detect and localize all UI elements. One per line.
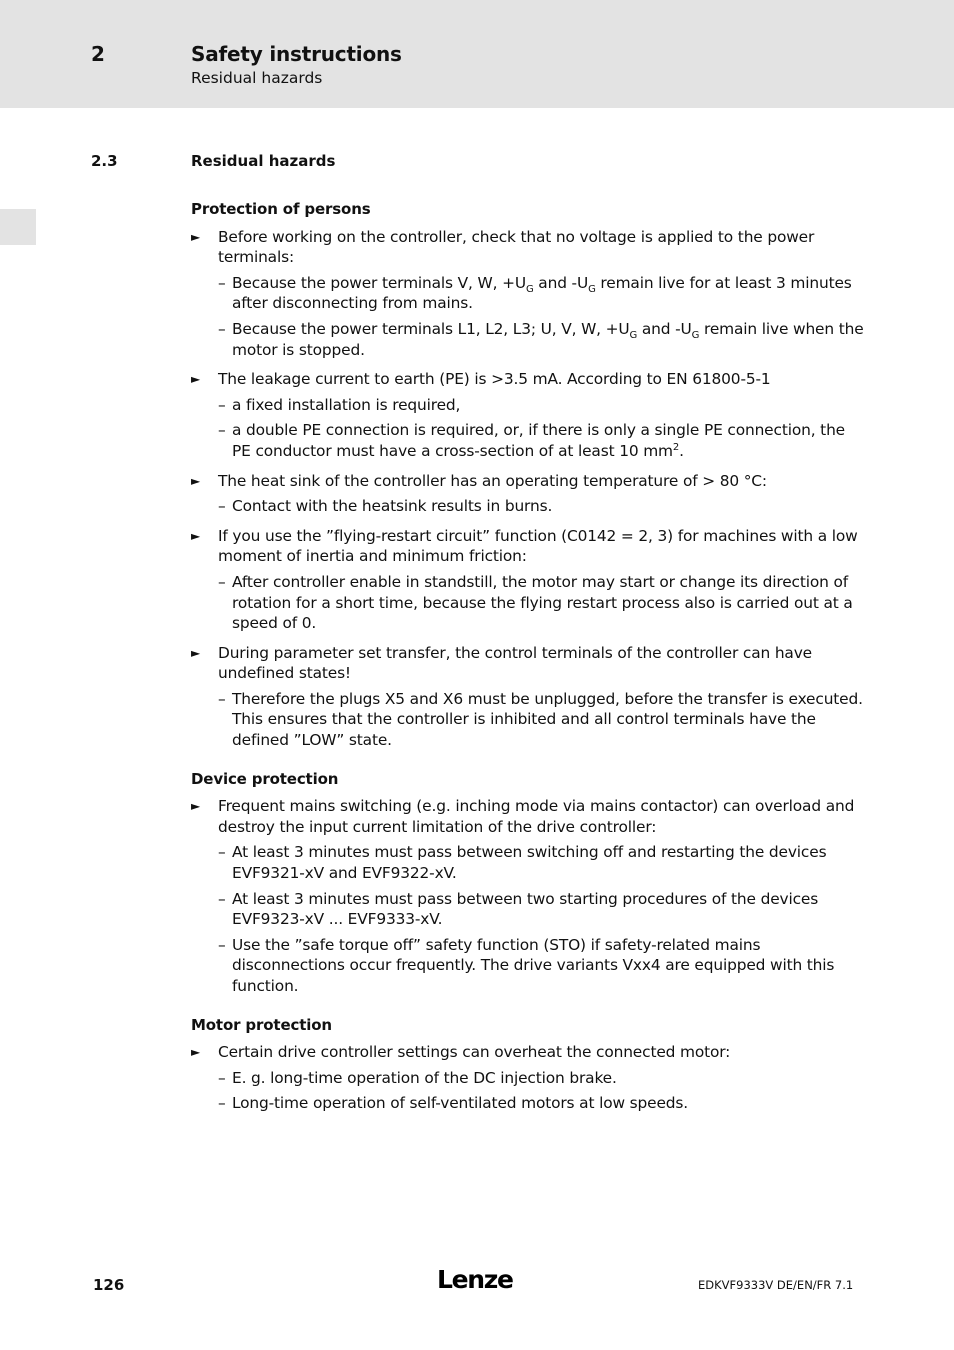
bullet-text: Certain drive controller settings can overheat the connected motor: [218, 1043, 731, 1062]
dash-item: – After controller enable in standstill, the motor may start or change its direction of rotation for a short time, because the flying restart process also is carried out at a speed of 0. [218, 572, 853, 633]
dash-item: – At least 3 minutes must pass between switching off and restarting the devices EVF9321-xV and EVF9322-xV. [218, 843, 827, 883]
dash-mark: – [218, 395, 226, 414]
bullet-text: Frequent mains switching (e.g. inching mode via mains contactor) can overload and destroy the input current limitation of the drive controller: [218, 797, 855, 836]
dash-item: – Because the power terminals V, W, $+U_G$ and $-U_G$ remain live for at least 3 minutes after disconnecting from mains. [218, 273, 852, 313]
arrow-icon: ► [191, 473, 201, 488]
dash-mark: – [218, 843, 226, 862]
dash-item: – Long-time operation of self-ventilated motors at low speeds. [218, 1094, 689, 1113]
lenze-logo: Lenze [437, 1265, 513, 1294]
list-item [191, 369, 866, 461]
dash-mark: – [218, 421, 226, 440]
device-protection-section [191, 769, 866, 997]
arrow-icon: ► [191, 799, 201, 814]
list-item [191, 796, 866, 996]
protection-of-persons-heading: Protection of persons [191, 200, 371, 218]
page-number: 126 [93, 1276, 125, 1294]
dash-mark: – [218, 273, 226, 292]
list-item [191, 1042, 866, 1114]
chapter-subtitle: Residual hazards [191, 69, 323, 87]
document-id: EDKVF9333V DE/EN/FR 7.1 [698, 1278, 854, 1292]
dash-mark: – [218, 1094, 226, 1113]
arrow-icon: ► [191, 528, 201, 543]
dash-item: – Therefore the plugs X5 and X6 must be unplugged, before the transfer is executed. This ensures that the controller is inhibited and all control terminals have the defined ”LOW” state. [218, 689, 863, 750]
dash-mark: – [218, 1068, 226, 1087]
bullet-text: The leakage current to earth (PE) is >3.5 mA. According to EN 61800-5-1 [218, 370, 771, 389]
content [191, 199, 866, 1132]
bullet-text: During parameter set transfer, the control terminals of the controller can have undefined states! [218, 643, 812, 683]
dash-mark: – [218, 689, 226, 708]
protection-of-persons-section [191, 199, 866, 751]
bullet-text: If you use the ”flying-restart circuit” function (C0142 = 2, 3) for machines with a low moment of inertia and minimum friction: [218, 526, 858, 566]
dash-item: – E. g. long-time operation of the DC injection brake. [218, 1068, 617, 1087]
header-band [0, 0, 954, 108]
device-protection-heading: Device protection [191, 769, 339, 788]
arrow-icon: ► [191, 645, 201, 660]
list-item [191, 471, 866, 517]
list-item [191, 227, 866, 361]
arrow-icon: ► [191, 372, 201, 387]
motor-protection-heading: Motor protection [191, 1015, 332, 1034]
list-item [191, 643, 866, 751]
dash-item: – Use the ”safe torque off” safety function (STO) if safety-related mains disconnections occur frequently. The drive variants Vxx4 are equipped with this function. [218, 935, 835, 995]
chapter-number: 2 [91, 42, 105, 66]
dash-item: – Contact with the heatsink results in burns. [218, 497, 553, 516]
dash-item: – Because the power terminals L1, L2, L3; U, V, W, $+U_G$ and $-U_G$ remain live when the motor is stopped. [218, 319, 864, 359]
dash-item: – a double PE connection is required, or, if there is only a single PE connection, the PE conductor must have a cross-section of at least 10 $mm^2$. [218, 421, 845, 460]
dash-item: – a fixed installation is required, [218, 395, 461, 414]
dash-mark: – [218, 497, 226, 516]
dash-mark: – [218, 889, 226, 908]
list-item [191, 526, 866, 634]
arrow-icon: ► [191, 1045, 201, 1060]
section-title: Residual hazards [191, 152, 336, 170]
bullet-text: Before working on the controller, check that no voltage is applied to the power terminals: [218, 227, 815, 267]
chapter-title: Safety instructions [191, 42, 402, 66]
dash-mark: – [218, 319, 226, 338]
dash-mark: – [218, 935, 226, 954]
arrow-icon: ► [191, 229, 201, 244]
dash-mark: – [218, 572, 226, 591]
dash-item: – At least 3 minutes must pass between two starting procedures of the devices EVF9323-xV ... EVF9333-xV. [218, 889, 819, 929]
motor-protection-section [191, 1015, 866, 1114]
side-tab-marker [0, 209, 36, 245]
section-number: 2.3 [91, 152, 118, 170]
bullet-text: The heat sink of the controller has an operating temperature of > 80 °C: [218, 471, 767, 490]
